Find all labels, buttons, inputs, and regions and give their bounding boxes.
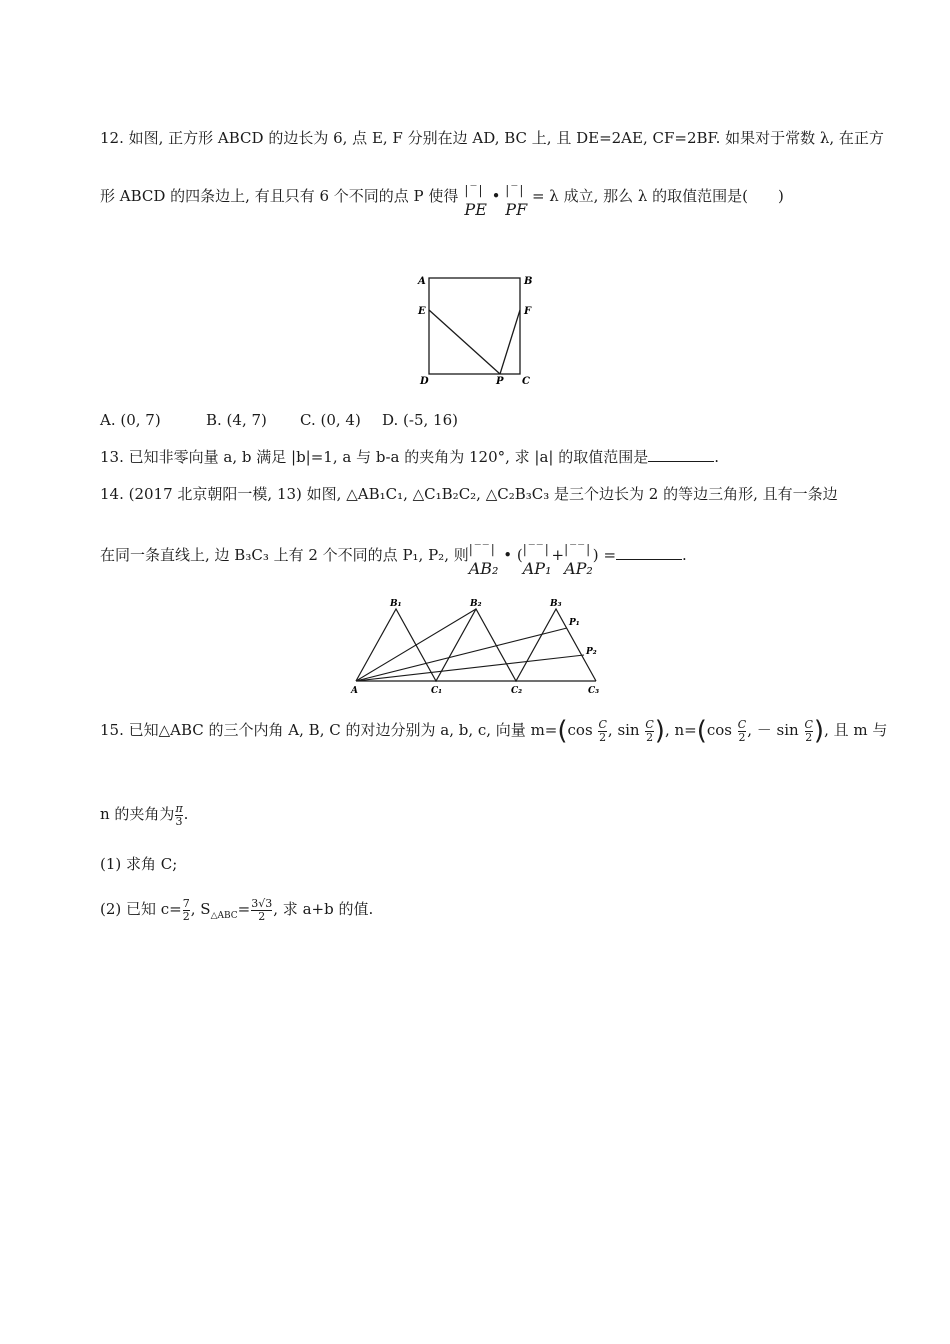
segment-AB2: [356, 609, 476, 681]
dot-operator: •: [491, 187, 501, 205]
q12-option-c: C. (0, 4): [300, 411, 361, 429]
segment-AP2: [356, 655, 584, 681]
dot-operator: •: [503, 546, 513, 564]
q15-line2: n 的夹角为 $\frac{\pi}{3}$ .: [100, 801, 189, 828]
label-P: P: [496, 376, 504, 387]
q14-triangles-figure: [348, 594, 612, 698]
vector-AB2: |‾‾| AB₂: [468, 542, 499, 578]
answer-blank: [616, 545, 682, 560]
fraction-C-over-2: $\frac{C}{2}$: [737, 717, 747, 744]
label-C2: C₂: [511, 686, 523, 696]
vector-AP1: |‾‾| AP₁: [522, 542, 552, 578]
label-B2: B₂: [470, 599, 482, 609]
label-F: F: [524, 306, 532, 317]
q13-line: 13. 已知非零向量 a, b 满足 |b|=1, a 与 b-a 的夹角为 120°, 求 |a| 的取值范围是 .: [100, 448, 720, 466]
label-B3: B₃: [550, 599, 562, 609]
label-C: C: [522, 376, 530, 387]
label-E: E: [418, 306, 426, 317]
fraction-3root3-over-2: $\frac{3√3}{2}$: [251, 896, 273, 923]
q12-square-figure: [412, 270, 542, 390]
label-A: A: [418, 276, 426, 287]
answer-blank: [648, 447, 714, 462]
segment-PF: [500, 310, 520, 374]
label-A: A: [351, 686, 358, 696]
fraction-C-over-2: $\frac{C}{2}$: [598, 717, 607, 744]
vector-PF: |‾| PF: [505, 183, 528, 219]
label-C1: C₁: [431, 686, 443, 696]
square-ABCD: [429, 278, 520, 374]
q14-line2-text: 在同一条直线上, 边 B₃C₃ 上有 2 个不同的点 P₁, P₂, 则: [100, 546, 469, 564]
label-P2: P₂: [586, 647, 597, 657]
q14-line2: 在同一条直线上, 边 B₃C₃ 上有 2 个不同的点 P₁, P₂, 则 |‾‾| AB₂ • ( |‾‾| AP₁+ |‾‾| AP₂) = .: [100, 542, 687, 578]
label-P1: P₁: [569, 618, 580, 628]
q12-line2-tail: = λ 成立, 那么 λ 的取值范围是( ): [531, 187, 784, 205]
label-B: B: [524, 276, 533, 287]
segment-PE: [429, 310, 500, 374]
label-B1: B₁: [390, 599, 402, 609]
q15-part2: (2) 已知 c= $\frac{7}{2}$ , $S_{\triangle ABC}=$ $\frac{3√3}{2}$ , 求 a+b 的值.: [100, 896, 374, 923]
label-D: D: [420, 376, 429, 387]
vector-AP2: |‾‾| AP₂: [564, 542, 593, 578]
fraction-C-over-2: $\frac{C}{2}$: [804, 717, 813, 744]
fraction-7-over-2: $\frac{7}{2}$: [182, 896, 190, 923]
q13-text: 13. 已知非零向量 a, b 满足 |b|=1, a 与 b-a 的夹角为 120°, 求 |a| 的取值范围是: [100, 448, 649, 466]
q12-option-b: B. (4, 7): [206, 411, 267, 429]
q12-line1: 12. 如图, 正方形 ABCD 的边长为 6, 点 E, F 分别在边 AD, BC 上, 且 DE=2AE, CF=2BF. 如果对于常数 λ, 在正方: [100, 129, 884, 147]
vector-PE: |‾| PE: [464, 183, 487, 219]
q15-part1: (1) 求角 C;: [100, 855, 178, 873]
q12-option-d: D. (-5, 16): [382, 411, 458, 429]
fraction-C-over-2: $\frac{C}{2}$: [645, 717, 654, 744]
label-C3: C₃: [588, 686, 600, 696]
q12-line2: [100, 183, 784, 219]
q15-line1: 15. 已知△ABC 的三个内角 A, B, C 的对边分别为 a, b, c, 向量 m=(cos $\frac{C}{2}$ , sin $\frac{C}{2}$ ), n=(cos $\frac{C}{2}$ , － sin $\frac{C}{2}$ ), 且 m 与: [100, 716, 888, 746]
fraction-pi-over-3: $\frac{\pi}{3}$: [175, 801, 183, 828]
q12-option-a: A. (0, 7): [100, 411, 161, 429]
q14-line1: 14. (2017 北京朝阳一模, 13) 如图, △AB₁C₁, △C₁B₂C₂, △C₂B₃C₃ 是三个边长为 2 的等边三角形, 且有一条边: [100, 485, 838, 503]
q12-line2-text: 形 ABCD 的四条边上, 有且只有 6 个不同的点 P 使得: [100, 187, 459, 205]
triangle-edges: [356, 609, 596, 681]
q15-text: 15. 已知△ABC 的三个内角 A, B, C 的对边分别为 a, b, c, 向量 m=: [100, 721, 558, 739]
